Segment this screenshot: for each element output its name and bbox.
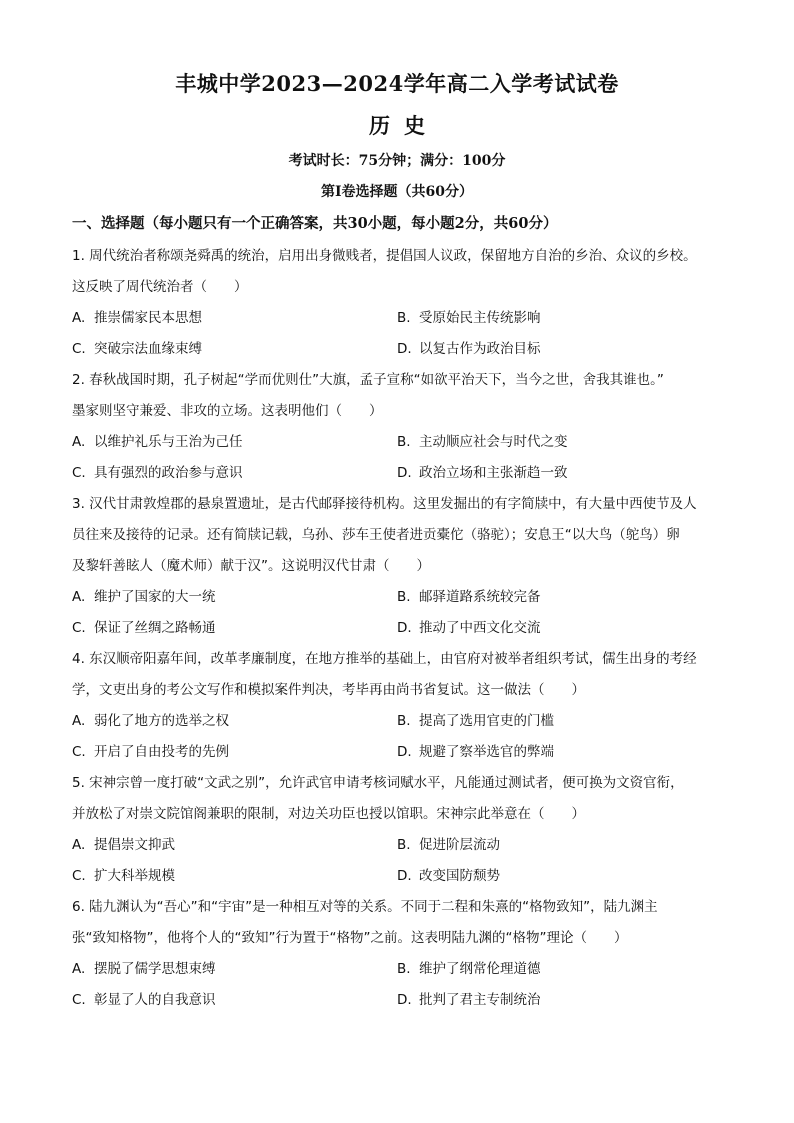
question-stem-line: 员往来及接待的记录。还有简牍记载，乌孙、莎车王使者进贡橐佗（骆驼）；安息王“以大鸟（鸵鸟）卵: [72, 527, 680, 543]
question-stem-line: 6. 陆九渊认为“吾心”和“宇宙”是一种相互对等的关系。不同于二程和朱熹的“格物致知”，陆九渊主: [72, 899, 658, 915]
option-letter: B.: [397, 713, 411, 729]
option-letter: A.: [72, 837, 86, 853]
option-letter: A.: [72, 713, 86, 729]
question-stem-line: 张“致知格物”，他将个人的“致知”行为置于“格物”之前。这表明陆九渊的“格物”理论（ ）: [72, 930, 628, 946]
option-d: [397, 864, 500, 884]
option-letter: A.: [72, 961, 86, 977]
option-d: [397, 740, 554, 760]
option-text: 批判了君主专制统治: [419, 992, 541, 1008]
option-letter: A.: [72, 434, 86, 450]
option-a: [72, 430, 243, 450]
option-text: 具有强烈的政治参与意识: [94, 465, 243, 481]
option-text: 开启了自由投考的先例: [94, 744, 229, 760]
option-b: [397, 957, 541, 977]
option-letter: B.: [397, 837, 411, 853]
option-letter: D.: [397, 620, 412, 636]
option-text: 促进阶层流动: [419, 837, 500, 853]
option-text: 推动了中西文化交流: [419, 620, 541, 636]
question-stem-line: 4. 东汉顺帝阳嘉年间，改革孝廉制度，在地方推举的基础上，由官府对被举者组织考试，儒生出身的考经: [72, 651, 697, 667]
option-letter: A.: [72, 310, 86, 326]
option-c: [72, 740, 229, 760]
question-stem-line: 5. 宋神宗曾一度打破“文武之别”，允许武官申请考核词赋水平，凡能通过测试者，便可换为文资官衔，: [72, 775, 684, 791]
option-text: 弱化了地方的选举之权: [94, 713, 229, 729]
option-text: 保证了丝绸之路畅通: [94, 620, 216, 636]
section-heading: 一、选择题（每小题只有一个正确答案，共30小题，每小题2分，共60分）: [72, 215, 558, 232]
option-b: [397, 306, 541, 326]
option-letter: D.: [397, 744, 412, 760]
question-stem-line: 这反映了周代统治者（ ）: [72, 279, 248, 295]
option-letter: C.: [72, 341, 86, 357]
option-text: 以维护礼乐与王治为己任: [94, 434, 243, 450]
option-text: 扩大科举规模: [94, 868, 175, 884]
option-text: 提高了选用官吏的门槛: [419, 713, 554, 729]
option-d: [397, 616, 541, 636]
question-stem-line: 1. 周代统治者称颂尧舜禹的统治，启用出身微贱者，提倡国人议政，保留地方自治的乡治、众议的乡校。: [72, 248, 697, 264]
option-letter: B.: [397, 961, 411, 977]
option-a: [72, 833, 175, 853]
option-letter: B.: [397, 434, 411, 450]
option-letter: D.: [397, 992, 412, 1008]
option-text: 维护了国家的大一统: [94, 589, 216, 605]
option-text: 摆脱了儒学思想束缚: [94, 961, 216, 977]
option-text: 改变国防颓势: [419, 868, 500, 884]
question-stem-line: 学，文吏出身的考公文写作和模拟案件判决，考毕再由尚书省复试。这一做法（ ）: [72, 682, 585, 698]
question-stem-line: 并放松了对崇文院馆阁兼职的限制，对边关功臣也授以馆职。宋神宗此举意在（ ）: [72, 806, 585, 822]
option-letter: D.: [397, 465, 412, 481]
option-text: 政治立场和主张渐趋一致: [419, 465, 568, 481]
option-a: [72, 709, 229, 729]
option-c: [72, 616, 216, 636]
question-stem-line: 3. 汉代甘肃敦煌郡的悬泉置遗址，是古代邮驿接待机构。这里发掘出的有字简牍中，有大量中西使节及人: [72, 496, 697, 512]
option-text: 主动顺应社会与时代之变: [419, 434, 568, 450]
option-b: [397, 430, 568, 450]
option-text: 以复古作为政治目标: [419, 341, 541, 357]
option-b: [397, 585, 541, 605]
option-c: [72, 864, 175, 884]
option-b: [397, 833, 500, 853]
option-a: [72, 585, 216, 605]
option-letter: C.: [72, 868, 86, 884]
option-text: 维护了纲常伦理道德: [419, 961, 541, 977]
exam-title: 丰城中学2023—2024学年高二入学考试试卷: [175, 71, 619, 96]
option-a: [72, 957, 216, 977]
option-text: 邮驿道路系统较完备: [419, 589, 541, 605]
option-text: 规避了察举选官的弊端: [419, 744, 554, 760]
option-c: [72, 988, 216, 1008]
option-letter: B.: [397, 310, 411, 326]
option-text: 受原始民主传统影响: [419, 310, 541, 326]
question-stem-line: 2. 春秋战国时期，孔子树起“学而优则仕”大旗，孟子宣称“如欲平治天下，当今之世，舍我其谁也。”: [72, 372, 664, 388]
option-letter: D.: [397, 868, 412, 884]
option-letter: C.: [72, 465, 86, 481]
option-text: 彰显了人的自我意识: [94, 992, 216, 1008]
question-stem-line: 及黎轩善眩人（魔术师）献于汉”。这说明汉代甘肃（ ）: [72, 558, 430, 574]
option-b: [397, 709, 554, 729]
option-letter: C.: [72, 992, 86, 1008]
option-letter: B.: [397, 589, 411, 605]
option-a: [72, 306, 202, 326]
option-letter: C.: [72, 620, 86, 636]
option-letter: C.: [72, 744, 86, 760]
option-text: 提倡崇文抑武: [94, 837, 175, 853]
option-c: [72, 461, 243, 481]
question-stem-line: 墨家则坚守兼爱、非攻的立场。这表明他们（ ）: [72, 403, 383, 419]
part-heading: 第Ⅰ卷选择题（共60分）: [320, 184, 474, 200]
option-d: [397, 988, 541, 1008]
option-letter: D.: [397, 341, 412, 357]
exam-meta: 考试时长：75分钟；满分：100分: [288, 153, 506, 169]
subject-title: 历史: [369, 113, 439, 138]
option-text: 推崇儒家民本思想: [94, 310, 202, 326]
option-d: [397, 337, 541, 357]
option-text: 突破宗法血缘束缚: [94, 341, 202, 357]
option-c: [72, 337, 202, 357]
option-d: [397, 461, 568, 481]
option-letter: A.: [72, 589, 86, 605]
